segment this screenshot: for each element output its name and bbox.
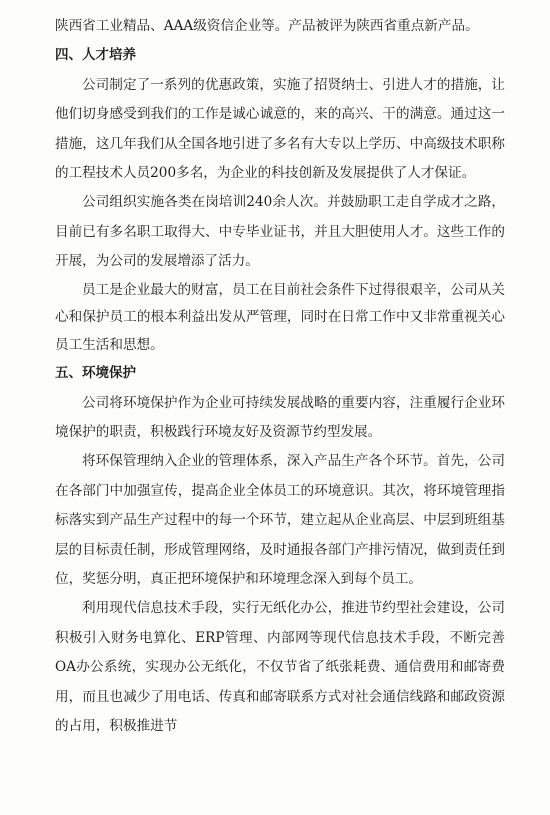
paragraph-talent-3: 员工是企业最大的财富，员工在目前社会条件下过得很艰辛，公司从关心和保护员工的根本利益出发从严管理，同时在日常工作中又非常重视关心员工生活和思想。 [55, 281, 505, 353]
paragraph-environment-3: 利用现代信息技术手段，实行无纸化办公，推进节约型社会建设，公司积极引入财务电算化、ERP管理、内部网等现代信息技术手段，不断完善OA办公系统，实现办公无纸化，不仅节省了纸张耗费、通信费用和邮寄费用，而且也减少了用电话、传真和邮寄联系方式对社会通信线路和邮政资源的占用，积极推进节 [55, 600, 505, 735]
paragraph-environment-2: 将环保管理纳入企业的管理体系，深入产品生产各个环节。首先，公司在各部门中加强宣传，提高企业全体员工的环境意识。其次，将环境管理指标落实到产品生产过程中的每一个环节，建立起从企业高层、中层到班组基层的目标责任制，形成管理网络，及时通报各部门产排污情况，做到责任到位，奖惩分明，真正把环境保护和环境理念深入到每个员工。 [55, 453, 505, 587]
paragraph-talent-1: 公司制定了一系列的优惠政策，实施了招贤纳士、引进人才的措施，让他们切身感受到我们的工作是诚心诚意的，来的高兴、干的满意。通过这一措施，这几年我们从全国各地引进了多名有大专以上学历、中高级技术职称的工程技术人员200多名，为企业的科技创新及发展提供了人才保证。 [55, 76, 505, 182]
lead-line: 陕西省工业精品、AAA级资信企业等。产品被评为陕西省重点新产品。 [55, 18, 479, 34]
document-body [55, 12, 505, 741]
section-heading-environment: 五、环境保护 [55, 365, 136, 382]
paragraph-talent-2: 公司组织实施各类在岗培训240余人次。并鼓励职工走自学成才之路，目前已有多名职工取得大、中专毕业证书，并且大胆使用人才。这些工作的开展，为公司的发展增添了活力。 [55, 194, 505, 270]
paragraph-environment-1: 公司将环境保护作为企业可持续发展战略的重要内容，注重履行企业环境保护的职责，积极践行环境友好及资源节约型发展。 [55, 394, 505, 440]
section-heading-talent: 四、人才培养 [55, 47, 136, 64]
